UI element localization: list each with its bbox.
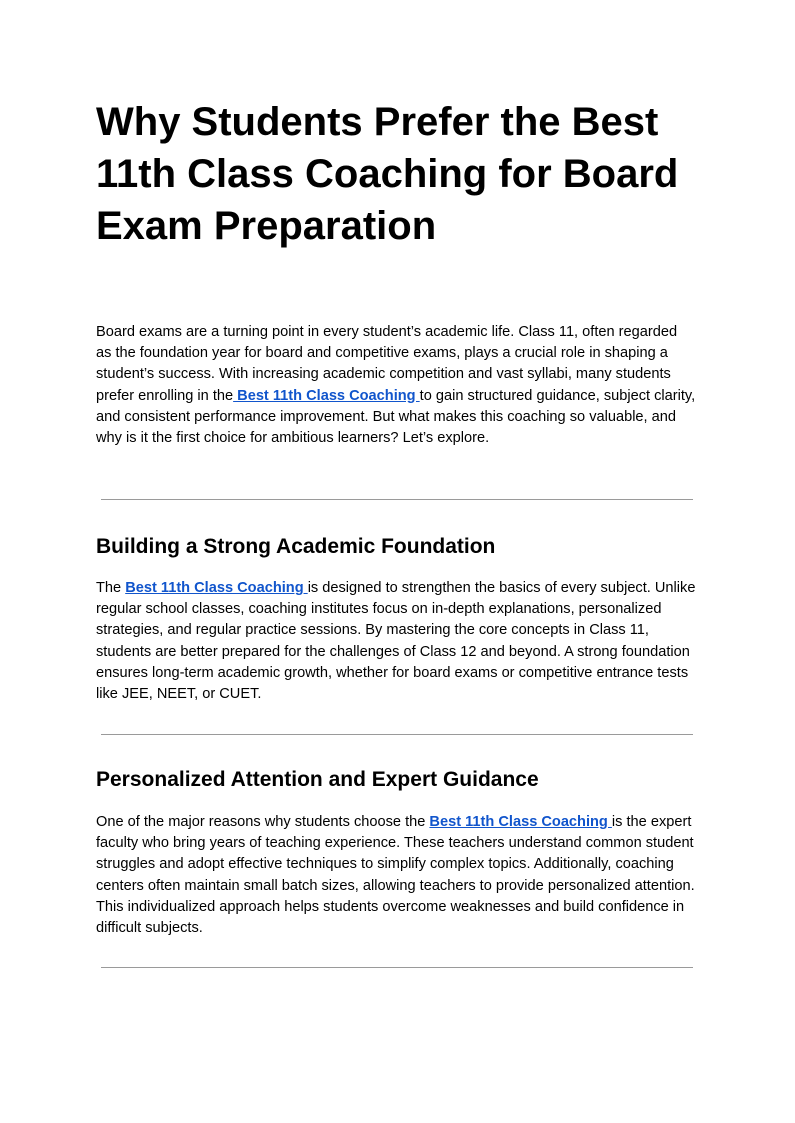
guidance-coaching-link[interactable]: Best 11th Class Coaching [429,814,612,830]
foundation-text-after-link: is designed to strengthen the basics of every subject. Unlike regular school classes, coaching institutes focus on in-depth explanations, personalized strategies, and regular practice sessions. By mastering the core concepts in Class 11, students are better prepared for the challenges of Class 12 and beyond. A strong foundation ensures long-term academic growth, whether for board exams or competitive entrance tests like JEE, NEET, or CUET. [96,580,696,703]
intro-text-before-link: Board exams are a turning point in every student’s academic life. Class 11, often regarded as the foundation year for board and competitive exams, plays a crucial role in shaping a student’s success. With increasing academic competition and vast syllabi, many students prefer enrolling in the [96,324,678,404]
intro-text-after-link: to gain structured guidance, subject clarity, and consistent performance improvement. But what makes this coaching so valuable, and why is it the first choice for ambitious learners? Let’s explore. [96,387,696,447]
section-heading-foundation: Building a Strong Academic Foundation [96,535,496,558]
section-heading-guidance: Personalized Attention and Expert Guidance [96,768,539,791]
page-title: Why Students Prefer the Best 11th Class Coaching for Board Exam Preparation [96,100,679,248]
guidance-text-before-link: One of the major reasons why students choose the [96,814,430,830]
foundation-text-before-link: The [96,580,126,596]
horizontal-divider [101,499,693,500]
section-paragraph-foundation [96,578,696,705]
guidance-text-after-link: is the expert faculty who bring years of teaching experience. These teachers understand common student struggles and adopt effective techniques to simplify complex topics. Additionally, coaching centers often maintain small batch sizes, allowing teachers to provide personalized attention. This individualized approach helps students overcome weaknesses and build confidence in difficult subjects. [96,814,695,937]
horizontal-divider [101,734,693,735]
horizontal-divider [101,967,693,968]
section-paragraph-guidance [96,812,696,939]
intro-coaching-link[interactable]: Best 11th Class Coaching [233,387,420,404]
intro-paragraph [96,322,696,449]
foundation-coaching-link[interactable]: Best 11th Class Coaching [125,580,308,596]
